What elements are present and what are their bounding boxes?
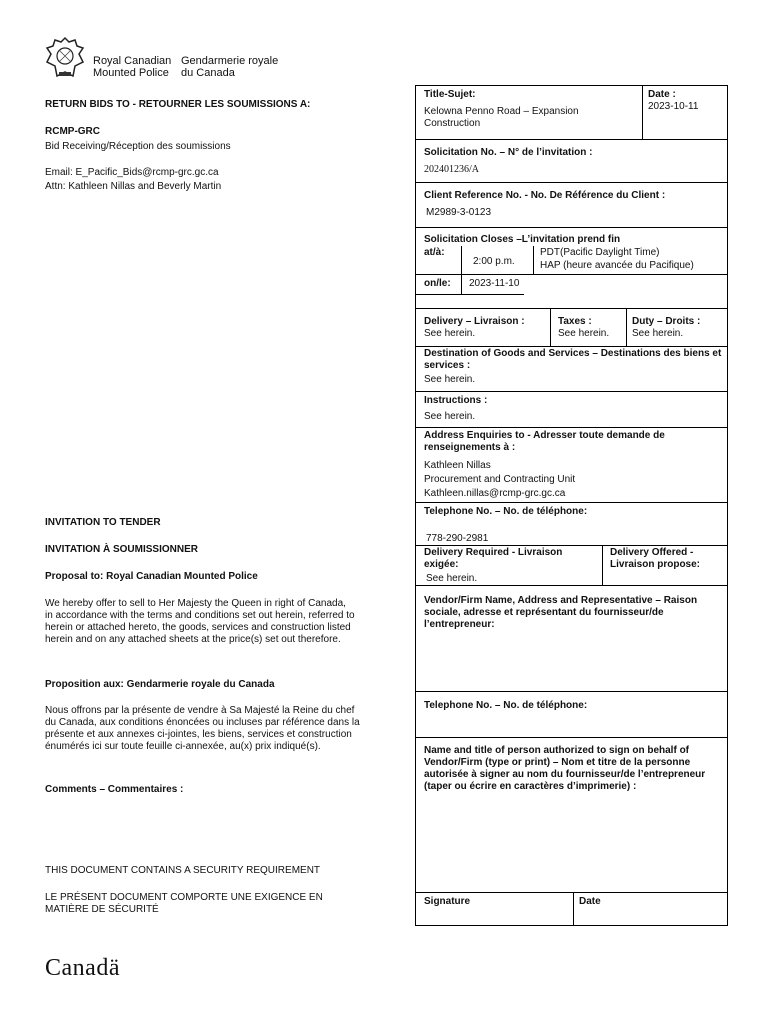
signature-date-label: Date <box>579 896 601 907</box>
telephone-label: Telephone No. – No. de téléphone: <box>424 506 588 517</box>
invitation-to-tender: INVITATION TO TENDER <box>45 517 161 528</box>
date-value: 2023-10-11 <box>648 101 699 112</box>
close-date: 2023-11-10 <box>469 278 520 289</box>
org-en-line1: Royal Canadian <box>93 55 172 67</box>
at-label: at/à: <box>424 247 445 258</box>
security-english: THIS DOCUMENT CONTAINS A SECURITY REQUIREMENT <box>45 865 321 876</box>
date-label: Date : <box>648 89 676 100</box>
bid-receiving: Bid Receiving/Réception des soumissions <box>45 141 231 152</box>
bid-attn: Attn: Kathleen Nillas and Beverly Martin <box>45 181 222 192</box>
instructions-value: See herein. <box>424 411 476 422</box>
proposal-to: Proposal to: Royal Canadian Mounted Police <box>45 571 258 582</box>
enquiries-label: Address Enquiries to - Adresser toute demande de renseignements à : <box>424 430 665 453</box>
invitation-soumissionner: INVITATION À SOUMISSIONNER <box>45 544 198 555</box>
signature-label: Signature <box>424 896 471 907</box>
destination-value: See herein. <box>424 374 476 385</box>
taxes-value: See herein. <box>558 328 610 339</box>
close-time: 2:00 p.m. <box>473 256 515 267</box>
delivery-offered-label: Delivery Offered - Livraison propose: <box>610 547 701 570</box>
org-en-line2: Mounted Police <box>93 67 169 79</box>
rcmp-crest-logo <box>45 36 85 80</box>
instructions-label: Instructions : <box>424 395 488 406</box>
delivery-value: See herein. <box>424 328 476 339</box>
org-short-name: RCMP-GRC <box>45 126 100 137</box>
delivery-label: Delivery – Livraison : <box>424 316 525 327</box>
org-fr-line2: du Canada <box>181 67 235 79</box>
client-ref-value: M2989-3-0123 <box>426 207 492 218</box>
title-value: Kelowna Penno Road – Expansion Construction <box>424 106 579 129</box>
bid-email: Email: E_Pacific_Bids@rcmp-grc.gc.ca <box>45 167 219 178</box>
taxes-label: Taxes : <box>558 316 592 327</box>
enquiries-unit: Procurement and Contracting Unit <box>424 474 576 485</box>
org-fr-line1: Gendarmerie royale <box>181 55 279 67</box>
destination-label: Destination of Goods and Services – Destinations des biens et services : <box>424 348 722 371</box>
comments-label: Comments – Commentaires : <box>45 784 184 795</box>
tz-line2: HAP (heure avancée du Pacifique) <box>540 260 694 271</box>
offer-french: Nous offrons par la présente de vendre à Sa Majesté la Reine du chef du Canada, aux conditions énoncées ou incluses par référence dans la présente et aux annexes ci-jointes, les biens, services et construction énumérés ici sur toute feuille ci-annexée, au(x) prix indiqué(s). <box>45 705 360 752</box>
offer-english: We hereby offer to sell to Her Majesty the Queen in right of Canada, in accordance with the terms and conditions set out herein, referred to herein or attached hereto, the goods, services and construction listed herein and on any attached sheets at the price(s) set out therefore. <box>45 598 355 645</box>
on-label: on/le: <box>424 278 451 289</box>
closes-label: Solicitation Closes –L’invitation prend fin <box>424 234 621 245</box>
org-name-french <box>181 55 278 79</box>
solicitation-value: 202401236/A <box>424 164 479 175</box>
security-french: LE PRÉSENT DOCUMENT COMPORTE UNE EXIGENCE EN MATIÈRE DE SÉCURITÉ <box>45 892 323 915</box>
tender-form <box>415 85 728 926</box>
vendor-phone-label: Telephone No. – No. de téléphone: <box>424 700 588 711</box>
delivery-required-label: Delivery Required - Livraison exigée: <box>424 547 563 570</box>
telephone-value: 778-290-2981 <box>426 533 489 544</box>
authorized-person-label: Name and title of person authorized to sign on behalf of Vendor/Firm (type or print) – Nom et titre de la personne autorisée à signer au nom du fournisseur/de l’entrepreneur (taper ou écrire en caractères d’imprimerie) : <box>424 745 706 792</box>
tz-line1: PDT(Pacific Daylight Time) <box>540 247 660 258</box>
vendor-label: Vendor/Firm Name, Address and Representative – Raison sociale, adresse et représentant du fournisseur/de l’entrepreneur: <box>424 595 698 630</box>
duty-label: Duty – Droits : <box>632 316 701 327</box>
solicitation-label: Solicitation No. – N° de l’invitation : <box>424 147 593 158</box>
enquiries-name: Kathleen Nillas <box>424 460 491 471</box>
proposition-aux: Proposition aux: Gendarmerie royale du Canada <box>45 679 275 690</box>
org-name-english <box>93 55 171 79</box>
enquiries-email: Kathleen.nillas@rcmp-grc.gc.ca <box>424 488 566 499</box>
client-ref-label: Client Reference No. - No. De Référence du Client : <box>424 190 666 201</box>
canada-wordmark: Canadä <box>45 955 120 981</box>
title-label: Title-Sujet: <box>424 89 476 100</box>
delivery-required-value: See herein. <box>426 573 478 584</box>
return-bids-heading: RETURN BIDS TO - RETOURNER LES SOUMISSIONS A: <box>45 99 311 110</box>
duty-value: See herein. <box>632 328 684 339</box>
